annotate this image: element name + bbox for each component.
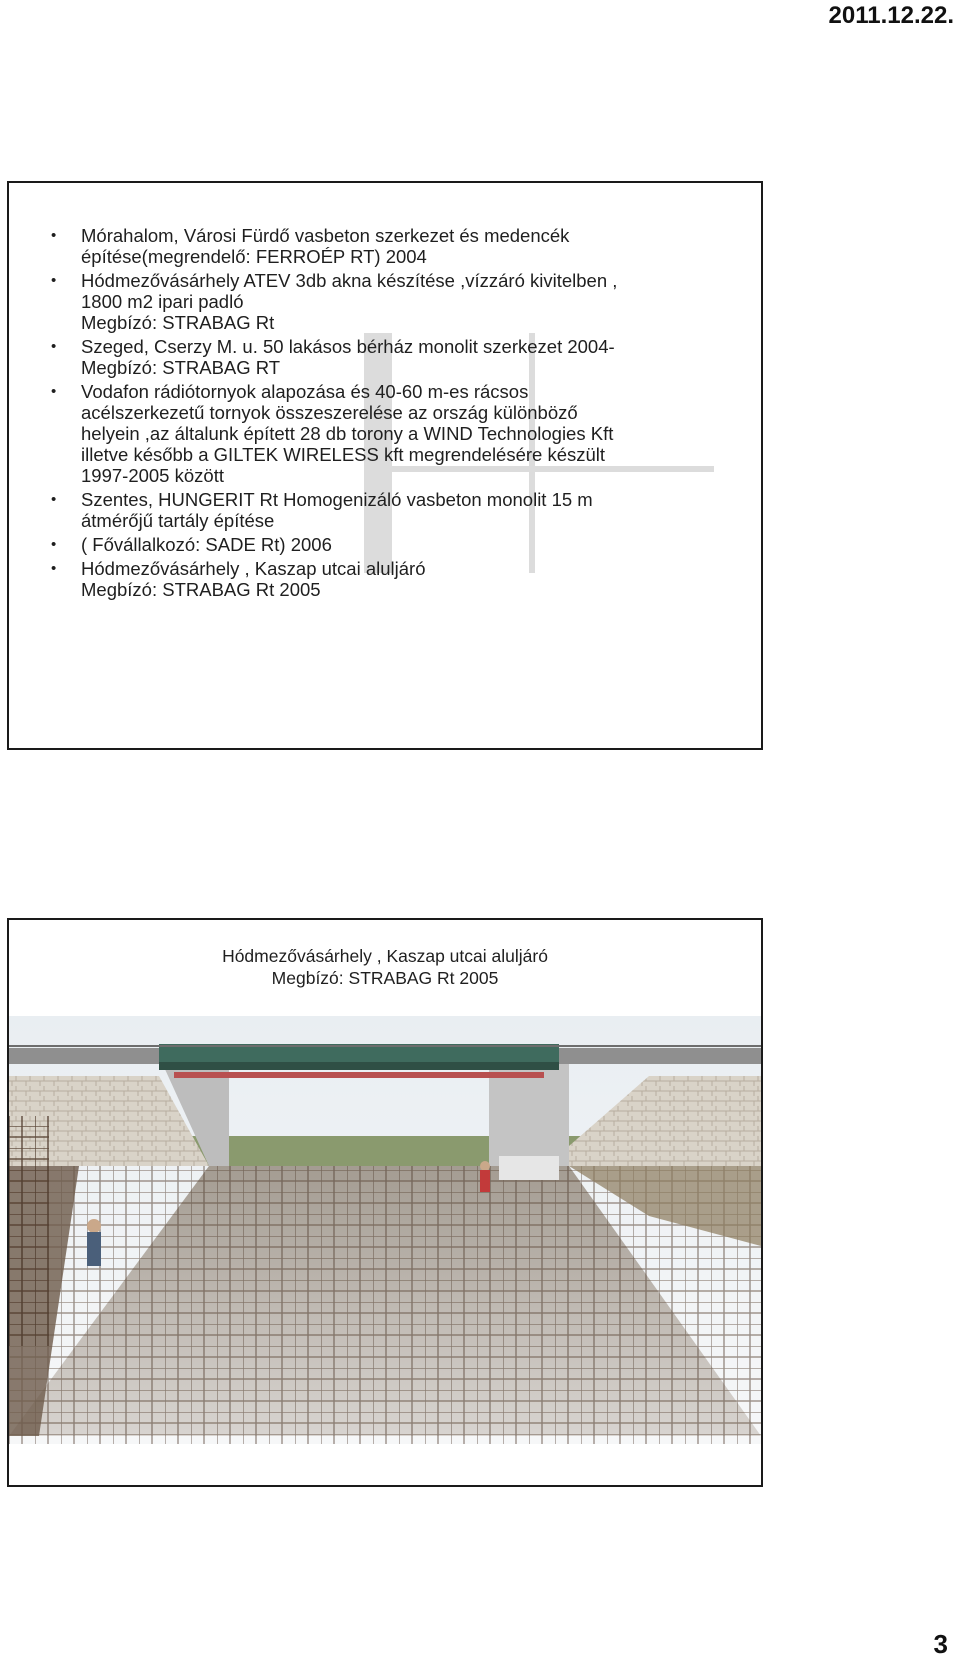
bullet-text-line: Vodafon rádiótornyok alapozása és 40-60 m-es rácsos	[81, 381, 529, 402]
bullet-dot-icon: •	[51, 560, 57, 577]
bullet-text-line: Szentes, HUNGERIT Rt Homogenizáló vasbeton monolit 15 m	[81, 489, 593, 510]
bullet-text-line: ( Fővállalkozó: SADE Rt) 2006	[81, 534, 332, 555]
bullet-dot-icon: •	[51, 227, 57, 244]
bullet-text-line: Mórahalom, Városi Fürdő vasbeton szerkezet és medencék	[81, 225, 570, 246]
bullet-text-line: illetve később a GILTEK WIRELESS kft megrendelésére készült	[81, 444, 606, 465]
page-number: 3	[933, 1629, 948, 1659]
caption-line-client: Megbízó: STRABAG Rt 2005	[271, 968, 499, 988]
bullet-text-line: Hódmezővásárhely , Kaszap utcai aluljáró	[81, 558, 426, 579]
bullet-dot-icon: •	[51, 491, 57, 508]
bullet-text-line: 1800 m2 ipari padló	[81, 291, 244, 312]
project-bullet-item	[43, 336, 753, 378]
bullet-text-line: Hódmezővásárhely ATEV 3db akna készítése ,vízzáró kivitelben ,	[81, 270, 618, 291]
bullet-text-line: Megbízó: STRABAG Rt 2005	[81, 579, 321, 600]
bullet-text-line: 1997-2005 között	[81, 465, 224, 486]
project-bullet-item	[43, 558, 753, 600]
project-bullet-list	[43, 225, 753, 603]
project-bullet-item	[43, 270, 753, 333]
caption-line-location: Hódmezővásárhely , Kaszap utcai aluljáró	[222, 946, 548, 966]
bullet-text-line: Megbízó: STRABAG Rt	[81, 312, 275, 333]
bullet-text-line: helyein ,az általunk épített 28 db torony a WIND Technologies Kft	[81, 423, 614, 444]
page-date: 2011.12.22.	[828, 2, 954, 29]
bullet-text-line: Szeged, Cserzy M. u. 50 lakásos bérház monolit szerkezet 2004-	[81, 336, 615, 357]
photo-caption	[9, 945, 761, 989]
slide-underpass-photo	[7, 918, 763, 1487]
bullet-text-line: Megbízó: STRABAG RT	[81, 357, 281, 378]
bullet-text-line: átmérőjű tartály építése	[81, 510, 275, 531]
bullet-text-line: acélszerkezetű tornyok összeszerelése az ország különböző	[81, 402, 578, 423]
bullet-dot-icon: •	[51, 536, 57, 553]
bullet-text-line: építése(megrendelő: FERROÉP RT) 2004	[81, 246, 427, 267]
slide-project-list	[7, 181, 763, 750]
bullet-dot-icon: •	[51, 383, 57, 400]
project-bullet-item	[43, 225, 753, 267]
project-bullet-item	[43, 534, 753, 555]
project-bullet-item	[43, 489, 753, 531]
bullet-dot-icon: •	[51, 338, 57, 355]
project-bullet-item	[43, 381, 753, 486]
construction-site-photo	[9, 1016, 761, 1444]
bullet-dot-icon: •	[51, 272, 57, 289]
